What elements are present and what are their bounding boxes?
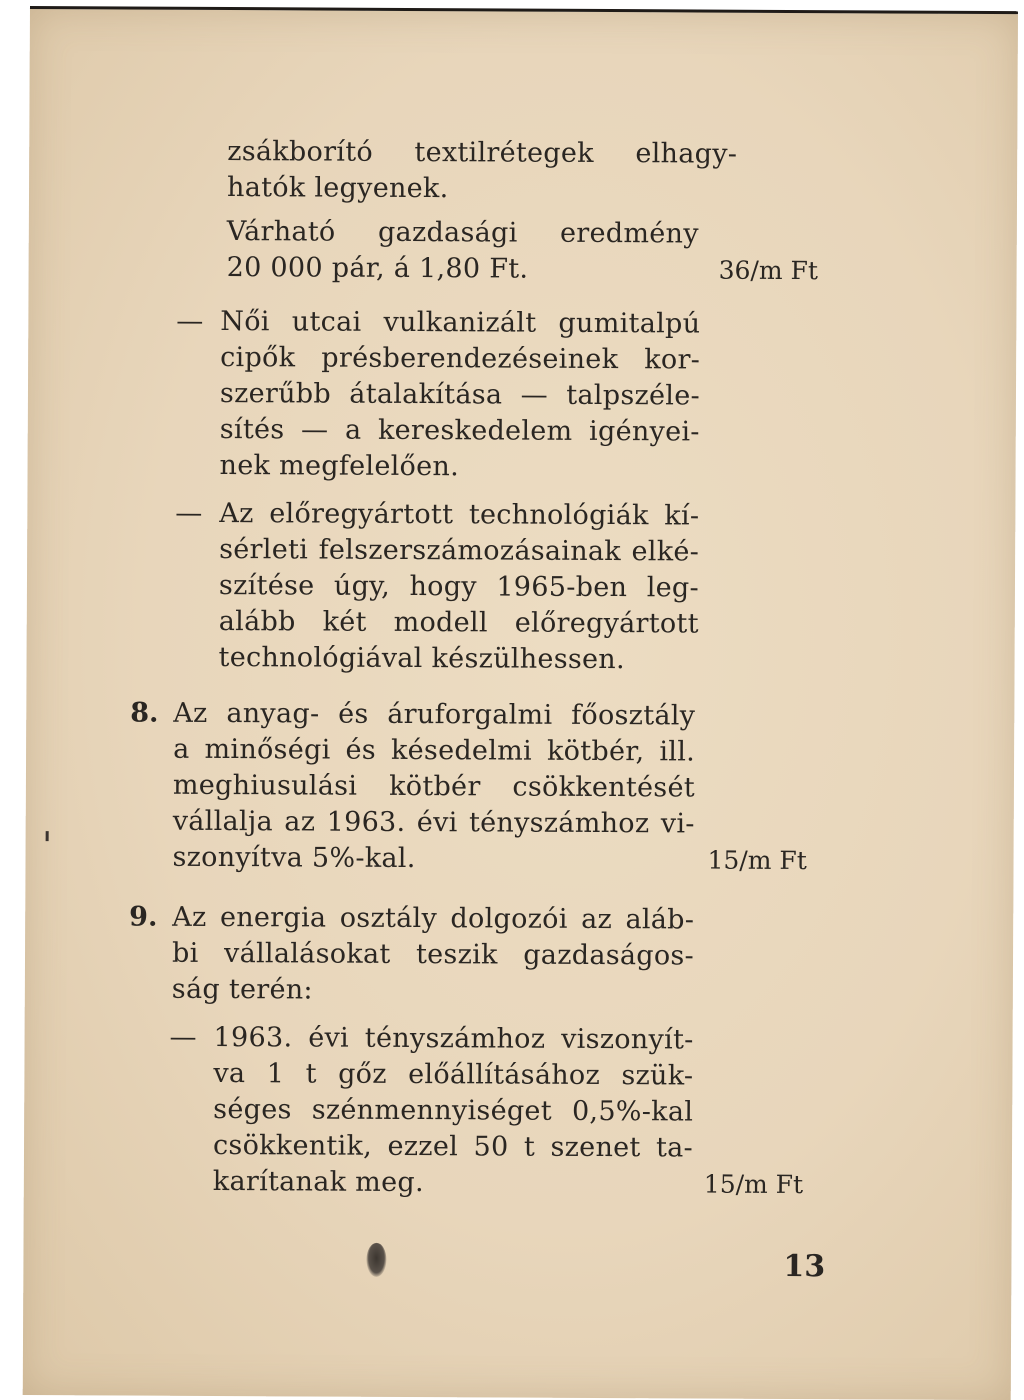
ink-blot <box>366 1243 386 1277</box>
amount-value: 36/m Ft <box>718 255 818 286</box>
text-line: séges szénmennyiséget 0,5%-kal <box>213 1093 694 1128</box>
dash-bullet: — <box>169 1021 197 1053</box>
text-line: Az előregyártott technológiák kí- <box>219 497 700 532</box>
text-line: Az energia osztály dolgozói az aláb- <box>172 901 695 936</box>
text-line: karítanak meg. <box>212 1165 424 1199</box>
document-page <box>23 6 1018 1400</box>
dash-bullet: — <box>176 305 204 337</box>
text-line: cipők présberendezéseinek kor- <box>220 342 701 376</box>
text-line: sítés — a kereskedelem igényei- <box>219 413 700 448</box>
text-line: szerűbb átalakítása — talpszéle- <box>219 378 701 412</box>
text-line: 20 000 pár, á 1,80 Ft. <box>226 252 529 285</box>
text-line: Az anyag- és áruforgalmi főosztály <box>173 697 696 732</box>
page-number: 13 <box>783 1248 826 1285</box>
text-line: a minőségi és késedelmi kötbér, ill. <box>173 733 696 768</box>
text-line: szonyítva 5%-kal. <box>172 841 416 875</box>
amount-value: 15/m Ft <box>707 845 807 876</box>
text-line: alább két modell előregyártott <box>218 605 699 640</box>
text-line: ság terén: <box>171 973 313 1006</box>
text-line: technológiával készülhessen. <box>218 641 626 676</box>
dash-bullet: — <box>175 497 203 529</box>
text-line: csökkentik, ezzel 50 t szenet ta- <box>212 1129 694 1164</box>
text-line: va 1 t gőz előállításához szük- <box>213 1057 694 1092</box>
item-number: 9. <box>129 901 158 933</box>
text-line: bi vállalásokat teszik gazdaságos- <box>171 937 695 972</box>
amount-value: 15/m Ft <box>703 1169 804 1200</box>
text-line: vállalja az 1963. évi tényszámhoz vi- <box>172 805 695 840</box>
text-line: Várható gazdasági eredmény <box>226 216 699 250</box>
text-line: Női utcai vulkanizált gumitalpú <box>220 306 701 340</box>
text-line: sérleti felszerszámozásainak elké- <box>219 533 700 568</box>
text-line: meghiusulási kötbér csökkentését <box>172 769 695 804</box>
text-line: 1963. évi tényszámhoz viszonyít- <box>213 1021 694 1056</box>
margin-mark <box>46 831 49 841</box>
text-line: zsákborító textilrétegek elhagy- <box>227 136 738 170</box>
text-line: hatók legyenek. <box>226 172 449 205</box>
text-line: nek megfelelően. <box>219 449 460 483</box>
text-line: szítése úgy, hogy 1965-ben leg- <box>218 569 700 604</box>
item-number: 8. <box>130 697 159 729</box>
